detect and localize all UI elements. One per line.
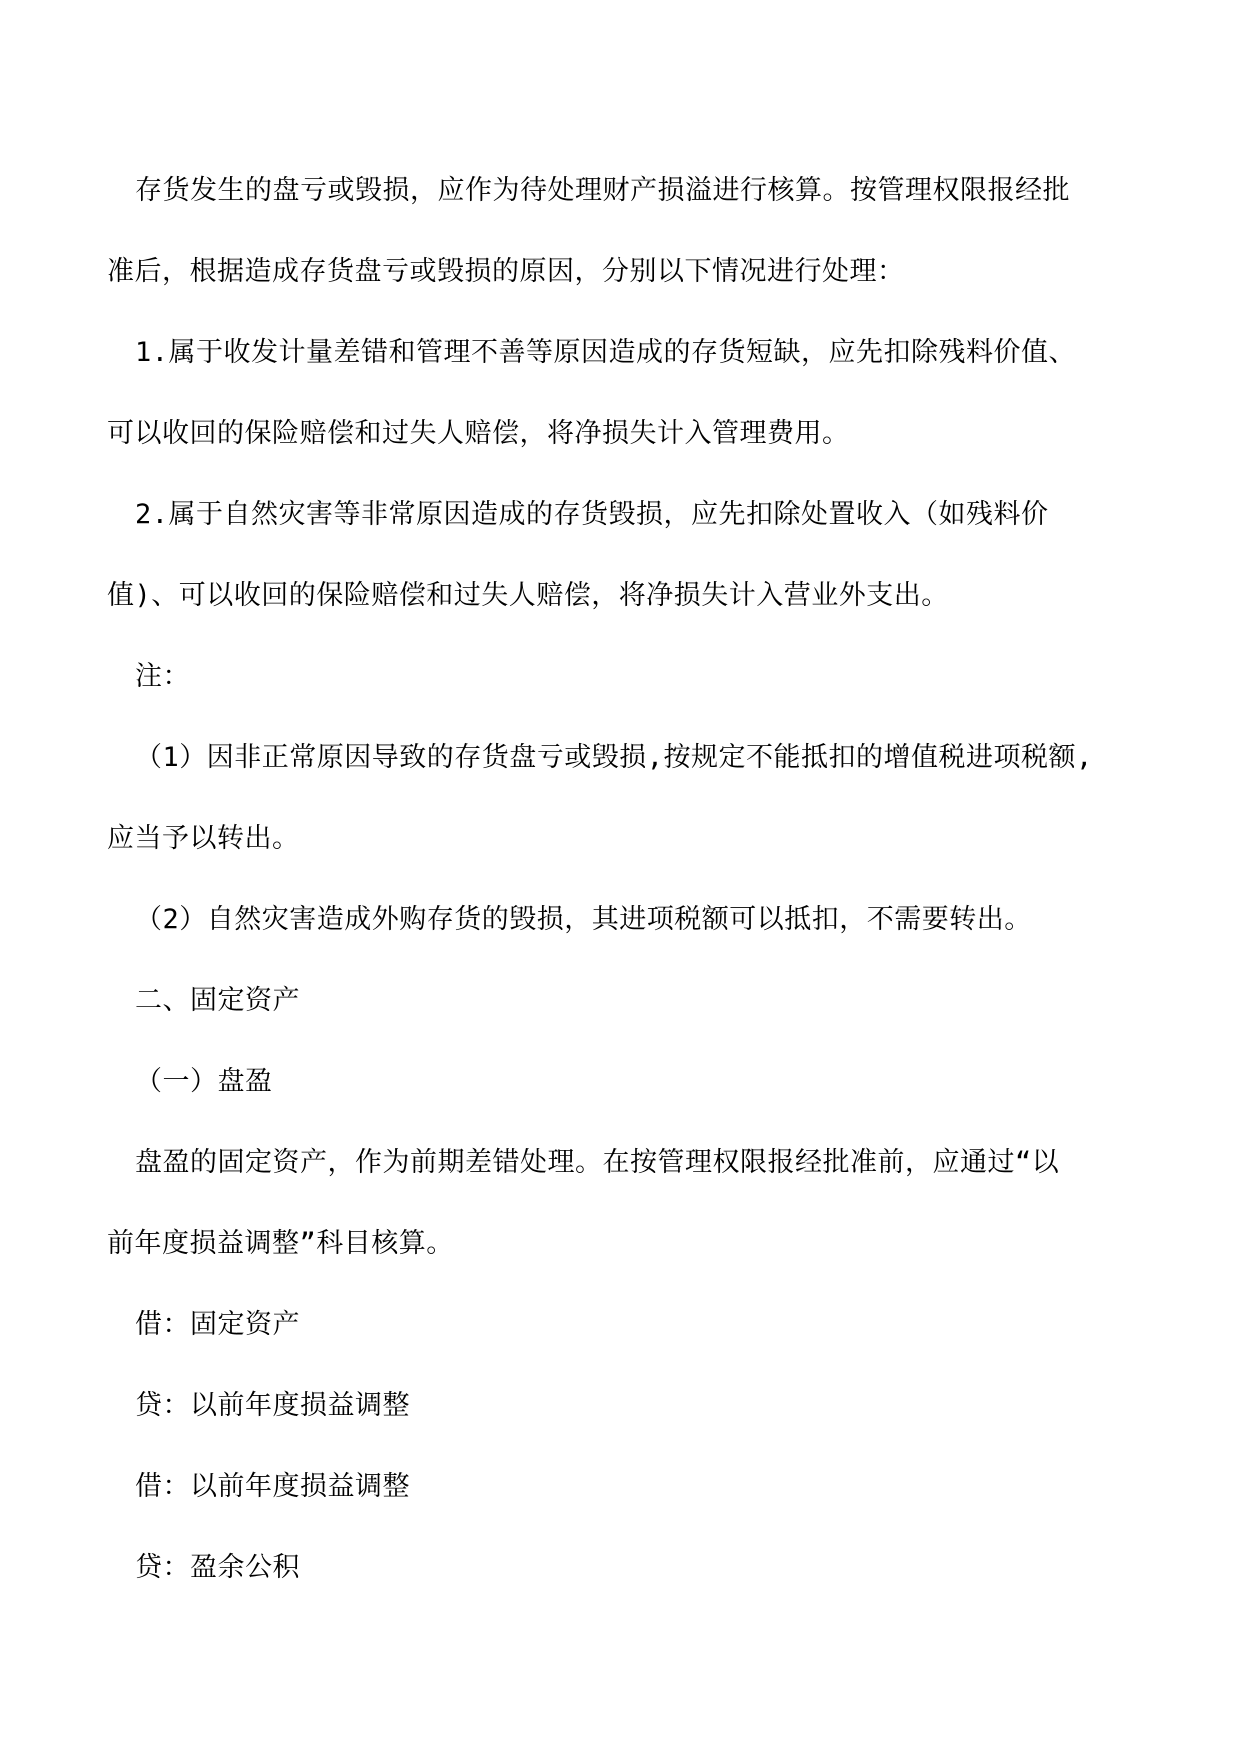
paragraph-note-heading [107,636,1137,717]
document-body [107,150,1137,1608]
journal-entry-debit-1 [107,1284,1137,1365]
text-line: 可以收回的保险赔偿和过失人赔偿，将净损失计入管理费用。 [107,418,850,449]
section-heading-fixed-assets [107,960,1137,1041]
paragraph-surplus-description [107,1122,1137,1284]
paragraph-item-1 [107,312,1137,474]
text-line: （1）因非正常原因导致的存货盘亏或毁损,按规定不能抵扣的增值税进项税额, [135,742,1093,773]
journal-entry-debit-2 [107,1446,1137,1527]
text-line: 贷：盈余公积 [135,1552,300,1583]
paragraph-note-1 [107,717,1137,879]
paragraph-note-2 [107,879,1137,960]
text-line: 应当予以转出。 [107,823,300,854]
text-line: 贷：以前年度损益调整 [135,1390,410,1421]
subsection-heading-surplus [107,1041,1137,1122]
text-line: 盘盈的固定资产，作为前期差错处理。在按管理权限报经批准前，应通过“以 [135,1147,1060,1178]
paragraph-item-2 [107,474,1137,636]
text-line: 前年度损益调整”科目核算。 [107,1228,454,1259]
text-line: 准后，根据造成存货盘亏或毁损的原因，分别以下情况进行处理： [107,256,905,287]
text-line: 借：以前年度损益调整 [135,1471,410,1502]
text-line: 2.属于自然灾害等非常原因造成的存货毁损，应先扣除处置收入（如残料价 [135,499,1049,530]
text-line: 值)、可以收回的保险赔偿和过失人赔偿，将净损失计入营业外支出。 [107,580,949,611]
text-line: （一）盘盈 [135,1066,273,1097]
text-line: 存货发生的盘亏或毁损，应作为待处理财产损溢进行核算。按管理权限报经批 [135,175,1070,206]
paragraph-inventory-loss-intro [107,150,1137,312]
journal-entry-credit-2 [107,1527,1137,1608]
text-line: （2）自然灾害造成外购存货的毁损，其进项税额可以抵扣，不需要转出。 [135,904,1032,935]
text-line: 1.属于收发计量差错和管理不善等原因造成的存货短缺，应先扣除残料价值、 [135,337,1077,368]
text-line: 借：固定资产 [135,1309,300,1340]
text-line: 注： [135,661,190,692]
text-line: 二、固定资产 [135,985,300,1016]
journal-entry-credit-1 [107,1365,1137,1446]
